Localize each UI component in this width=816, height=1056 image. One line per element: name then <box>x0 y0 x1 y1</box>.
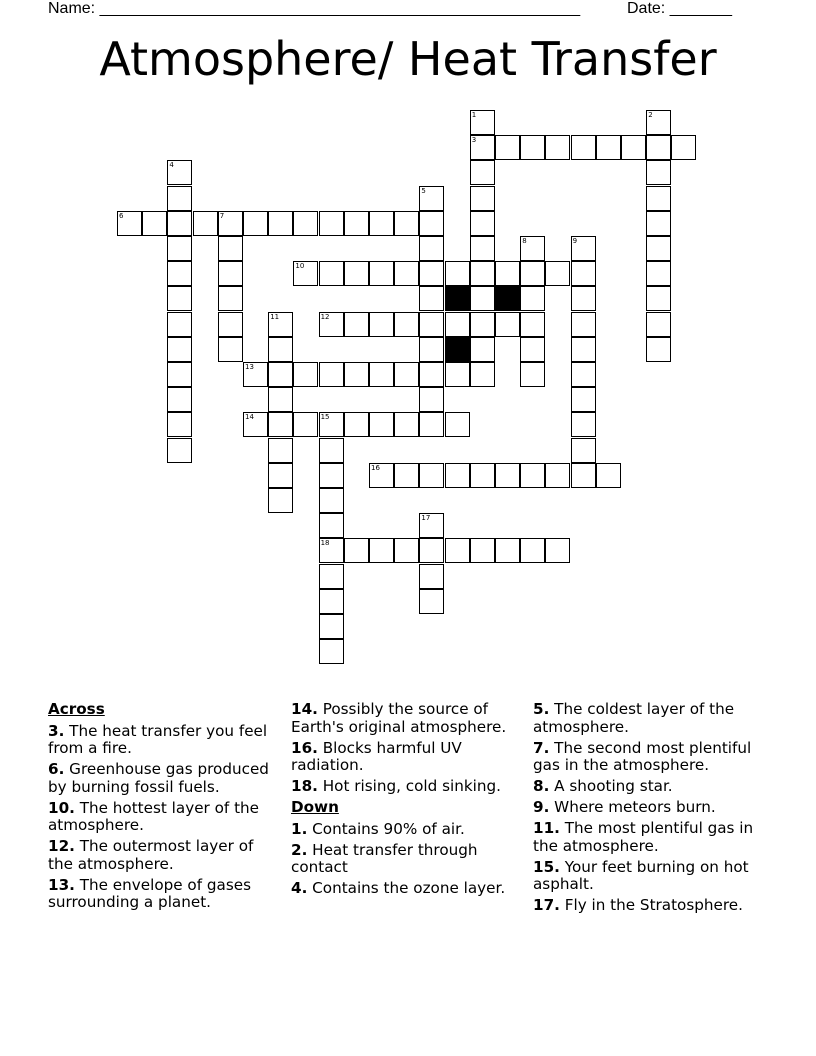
grid-cell[interactable] <box>470 286 495 311</box>
grid-cell[interactable] <box>646 110 671 135</box>
grid-cell[interactable] <box>419 261 444 286</box>
clue-down-9: 9. Where meteors burn. <box>533 798 716 816</box>
grid-cell[interactable] <box>369 463 394 488</box>
grid-cell[interactable] <box>470 312 495 337</box>
grid-cell[interactable] <box>268 312 293 337</box>
grid-cell[interactable] <box>470 337 495 362</box>
grid-cell[interactable] <box>243 362 268 387</box>
grid-cell[interactable] <box>571 362 596 387</box>
clue-number-3: 3 <box>471 136 477 145</box>
clue-down-2: 2. Heat transfer through contact <box>291 840 478 876</box>
grid-cell[interactable] <box>394 362 419 387</box>
grid-cell[interactable] <box>520 463 545 488</box>
grid-cell[interactable] <box>571 412 596 437</box>
across-heading: Across <box>48 700 105 718</box>
clue-number-6: 6 <box>119 211 124 220</box>
grid-cell[interactable] <box>445 463 470 488</box>
clue-across-12: 12. The outermost layer of the atmosphere. <box>48 837 254 873</box>
grid-cell[interactable] <box>419 513 444 538</box>
grid-cell[interactable] <box>319 538 344 563</box>
clue-down-7: 7. The second most plentiful gas in the atmosphere. <box>533 738 752 774</box>
clue-number-18: 18 <box>320 539 330 548</box>
grid-cell[interactable] <box>319 438 344 463</box>
grid-cell[interactable] <box>470 211 495 236</box>
grid-cell[interactable] <box>646 186 671 211</box>
grid-cell[interactable] <box>646 261 671 286</box>
grid-cell[interactable] <box>646 236 671 261</box>
grid-cell[interactable] <box>419 236 444 261</box>
grid-cell[interactable] <box>520 337 545 362</box>
grid-cell[interactable] <box>293 412 318 437</box>
grid-cell[interactable] <box>167 438 192 463</box>
grid-cell[interactable] <box>319 312 344 337</box>
clue-down-5: 5. The coldest layer of the atmosphere. <box>533 700 735 736</box>
grid-cell[interactable] <box>167 412 192 437</box>
grid-cell[interactable] <box>369 538 394 563</box>
grid-cell[interactable] <box>571 286 596 311</box>
grid-cell[interactable] <box>419 589 444 614</box>
grid-cell[interactable] <box>571 438 596 463</box>
grid-cell[interactable] <box>344 312 369 337</box>
grid-cell[interactable] <box>646 160 671 185</box>
grid-cell[interactable] <box>218 286 243 311</box>
grid-cell[interactable] <box>470 160 495 185</box>
grid-cell[interactable] <box>419 538 444 563</box>
grid-cell[interactable] <box>671 135 696 160</box>
grid-cell[interactable] <box>319 564 344 589</box>
grid-cell[interactable] <box>495 261 520 286</box>
grid-cell[interactable] <box>520 261 545 286</box>
grid-cell[interactable] <box>369 261 394 286</box>
clue-down-15: 15. Your feet burning on hot asphalt. <box>533 857 749 893</box>
grid-cell[interactable] <box>596 463 621 488</box>
grid-cell[interactable] <box>419 387 444 412</box>
grid-cell[interactable] <box>419 312 444 337</box>
grid-cell[interactable] <box>319 639 344 664</box>
grid-cell[interactable] <box>268 387 293 412</box>
grid-cell[interactable] <box>344 261 369 286</box>
grid-cell[interactable] <box>167 387 192 412</box>
clue-number-13: 13 <box>245 363 254 371</box>
grid-cell[interactable] <box>344 412 369 437</box>
grid-cell[interactable] <box>369 412 394 437</box>
name-field-label: Name: ______________________________________________________ <box>48 0 581 17</box>
grid-cell[interactable] <box>419 186 444 211</box>
grid-cell[interactable] <box>646 135 671 160</box>
grid-cell[interactable] <box>344 211 369 236</box>
grid-block <box>445 286 470 311</box>
grid-cell[interactable] <box>319 463 344 488</box>
grid-cell[interactable] <box>470 186 495 211</box>
grid-cell[interactable] <box>520 312 545 337</box>
grid-cell[interactable] <box>545 463 570 488</box>
grid-cell[interactable] <box>394 412 419 437</box>
grid-cell[interactable] <box>243 211 268 236</box>
grid-cell[interactable] <box>394 261 419 286</box>
grid-cell[interactable] <box>520 362 545 387</box>
grid-cell[interactable] <box>571 387 596 412</box>
grid-cell[interactable] <box>268 211 293 236</box>
grid-cell[interactable] <box>344 362 369 387</box>
grid-cell[interactable] <box>319 513 344 538</box>
grid-cell[interactable] <box>419 286 444 311</box>
clue-column-3 <box>533 701 765 918</box>
grid-cell[interactable] <box>319 589 344 614</box>
grid-cell[interactable] <box>419 362 444 387</box>
grid-cell[interactable] <box>545 135 570 160</box>
grid-cell[interactable] <box>167 160 192 185</box>
grid-cell[interactable] <box>470 135 495 160</box>
grid-cell[interactable] <box>268 463 293 488</box>
clue-number-16: 16 <box>371 463 380 472</box>
grid-cell[interactable] <box>369 362 394 387</box>
grid-cell[interactable] <box>218 236 243 261</box>
clue-number-17: 17 <box>421 514 431 523</box>
grid-cell[interactable] <box>470 362 495 387</box>
grid-cell[interactable] <box>394 211 419 236</box>
grid-cell[interactable] <box>520 538 545 563</box>
grid-cell[interactable] <box>470 463 495 488</box>
grid-cell[interactable] <box>394 312 419 337</box>
grid-cell[interactable] <box>419 412 444 437</box>
grid-cell[interactable] <box>243 412 268 437</box>
grid-cell[interactable] <box>571 236 596 261</box>
down-heading: Down <box>291 798 339 816</box>
grid-cell[interactable] <box>268 337 293 362</box>
clue-number-4: 4 <box>169 161 174 170</box>
grid-cell[interactable] <box>419 463 444 488</box>
grid-cell[interactable] <box>571 337 596 362</box>
grid-cell[interactable] <box>495 135 520 160</box>
grid-cell[interactable] <box>520 135 545 160</box>
grid-cell[interactable] <box>419 211 444 236</box>
grid-cell[interactable] <box>470 236 495 261</box>
grid-cell[interactable] <box>319 412 344 437</box>
grid-cell[interactable] <box>167 186 192 211</box>
clue-number-9: 9 <box>572 237 578 245</box>
grid-cell[interactable] <box>268 438 293 463</box>
grid-cell[interactable] <box>268 412 293 437</box>
clue-number-12: 12 <box>320 312 330 321</box>
grid-cell[interactable] <box>218 261 243 286</box>
date-field-label: Date: _______ <box>627 0 732 17</box>
grid-cell[interactable] <box>218 337 243 362</box>
grid-cell[interactable] <box>495 538 520 563</box>
grid-cell[interactable] <box>319 362 344 387</box>
grid-cell[interactable] <box>293 211 318 236</box>
grid-cell[interactable] <box>319 211 344 236</box>
grid-cell[interactable] <box>445 312 470 337</box>
grid-cell[interactable] <box>293 261 318 286</box>
grid-cell[interactable] <box>268 362 293 387</box>
clue-across-18: 18. Hot rising, cold sinking. <box>291 777 501 795</box>
clue-down-1: 1. Contains 90% of air. <box>291 819 465 838</box>
grid-cell[interactable] <box>167 261 192 286</box>
clue-number-2: 2 <box>648 111 653 119</box>
grid-cell[interactable] <box>419 564 444 589</box>
grid-cell[interactable] <box>520 286 545 311</box>
clue-across-3: 3. The heat transfer you feel from a fire. <box>48 721 268 757</box>
clue-number-15: 15 <box>320 413 330 422</box>
grid-cell[interactable] <box>545 261 570 286</box>
clue-number-5: 5 <box>421 186 426 195</box>
grid-cell[interactable] <box>596 135 621 160</box>
clue-number-10: 10 <box>295 262 305 271</box>
clue-down-17: 17. Fly in the Stratosphere. <box>533 896 743 914</box>
clue-number-1: 1 <box>471 111 477 119</box>
grid-cell[interactable] <box>218 211 243 236</box>
grid-cell[interactable] <box>167 362 192 387</box>
grid-cell[interactable] <box>167 337 192 362</box>
grid-cell[interactable] <box>167 286 192 311</box>
grid-cell[interactable] <box>319 488 344 513</box>
clue-across-6: 6. Greenhouse gas produced by burning fossil fuels. <box>48 760 269 796</box>
clue-down-4: 4. Contains the ozone layer. <box>291 879 506 897</box>
grid-cell[interactable] <box>470 110 495 135</box>
grid-cell[interactable] <box>293 362 318 387</box>
grid-cell[interactable] <box>369 312 394 337</box>
grid-cell[interactable] <box>319 614 344 639</box>
grid-cell[interactable] <box>621 135 646 160</box>
clue-column-1 <box>48 701 280 915</box>
grid-cell[interactable] <box>445 412 470 437</box>
grid-cell[interactable] <box>394 463 419 488</box>
grid-cell[interactable] <box>545 538 570 563</box>
grid-cell[interactable] <box>445 538 470 563</box>
grid-cell[interactable] <box>445 261 470 286</box>
grid-cell[interactable] <box>167 236 192 261</box>
grid-cell[interactable] <box>646 312 671 337</box>
grid-cell[interactable] <box>419 337 444 362</box>
grid-cell[interactable] <box>167 211 192 236</box>
grid-cell[interactable] <box>571 463 596 488</box>
grid-cell[interactable] <box>495 463 520 488</box>
grid-cell[interactable] <box>646 286 671 311</box>
grid-cell[interactable] <box>344 538 369 563</box>
grid-cell[interactable] <box>470 538 495 563</box>
page-title: Atmosphere/ Heat Transfer <box>99 32 717 86</box>
clue-across-10: 10. The hottest layer of the atmosphere. <box>48 798 259 834</box>
grid-cell[interactable] <box>571 312 596 337</box>
grid-cell[interactable] <box>646 337 671 362</box>
clue-across-14: 14. Possibly the source of Earth's original atmosphere. <box>291 700 507 736</box>
grid-cell[interactable] <box>571 261 596 286</box>
grid-cell[interactable] <box>495 312 520 337</box>
grid-cell[interactable] <box>193 211 218 236</box>
clue-number-7: 7 <box>219 211 225 220</box>
clue-down-11: 11. The most plentiful gas in the atmosphere. <box>533 819 754 855</box>
grid-cell[interactable] <box>142 211 167 236</box>
grid-cell[interactable] <box>319 261 344 286</box>
grid-cell[interactable] <box>268 488 293 513</box>
grid-cell[interactable] <box>445 362 470 387</box>
grid-cell[interactable] <box>470 261 495 286</box>
clue-across-13: 13. The envelope of gases surrounding a planet. <box>48 875 252 911</box>
grid-block <box>495 286 520 311</box>
grid-block <box>445 337 470 362</box>
grid-cell[interactable] <box>369 211 394 236</box>
grid-cell[interactable] <box>520 236 545 261</box>
clue-across-16: 16. Blocks harmful UV radiation. <box>291 738 462 774</box>
grid-cell[interactable] <box>117 211 142 236</box>
grid-cell[interactable] <box>218 312 243 337</box>
clue-number-14: 14 <box>245 413 254 422</box>
grid-cell[interactable] <box>167 312 192 337</box>
grid-cell[interactable] <box>646 211 671 236</box>
clue-down-8: 8. A shooting star. <box>533 777 673 795</box>
clue-number-11: 11 <box>270 312 280 321</box>
clue-column-2 <box>291 701 523 901</box>
grid-cell[interactable] <box>571 135 596 160</box>
grid-cell[interactable] <box>394 538 419 563</box>
clue-number-8: 8 <box>522 237 527 245</box>
